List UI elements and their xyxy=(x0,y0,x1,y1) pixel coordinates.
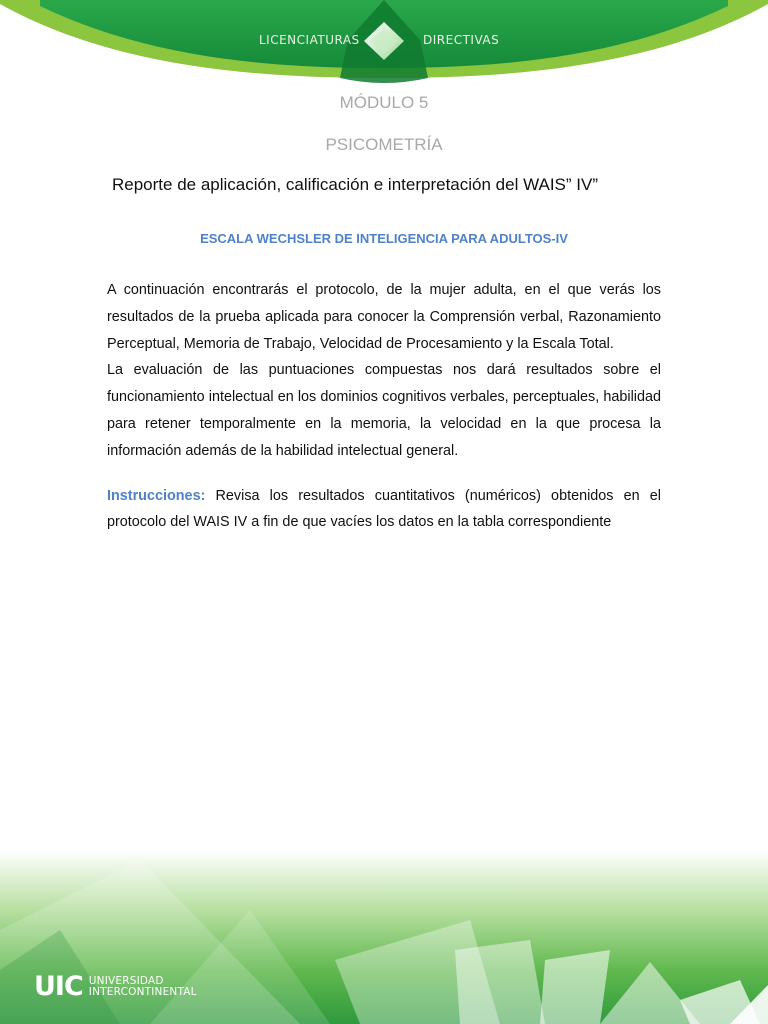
uic-logo-text xyxy=(89,976,197,998)
header-banner xyxy=(0,0,768,90)
instructions-text: Revisa los resultados cuantitativos (numéricos) obtenidos en el protocolo del WAIS IV a fin de que vacíes los datos en la tabla correspondiente xyxy=(107,487,661,531)
logo-line-1: UNIVERSIDAD xyxy=(88,974,164,987)
paragraph-evaluation: La evaluación de las puntuaciones compuestas nos dará resultados sobre el funcionamiento intelectual en los dominios cognitivos verbales, perceptuales, habilidad para retener temporalmente en la memoria, la velocidad en la que procesa la información además de la habilidad intelectual general. xyxy=(107,362,661,459)
subject-heading: PSICOMETRÍA xyxy=(325,135,443,154)
scale-heading: ESCALA WECHSLER DE INTELIGENCIA PARA ADULTOS-IV xyxy=(200,231,568,246)
header-right-label: DIRECTIVAS xyxy=(423,33,500,47)
header-left-label: LICENCIATURAS xyxy=(259,33,360,47)
report-title: Reporte de aplicación, calificación e interpretación del WAIS” IV” xyxy=(112,175,598,194)
instructions-paragraph xyxy=(107,483,661,537)
uic-logo-mark: UIC xyxy=(34,971,83,1002)
instructions-label: Instrucciones: xyxy=(107,487,206,504)
body-text xyxy=(107,277,661,536)
uic-logo xyxy=(34,973,197,1000)
paragraph-intro: A continuación encontrarás el protocolo, de la mujer adulta, en el que verás los resultados de la prueba aplicada para conocer la Comprensión verbal, Razonamiento Perceptual, Memoria de Trabajo, Velocidad de Procesamiento y la Escala Total. xyxy=(107,282,661,352)
module-heading: MÓDULO 5 xyxy=(339,93,429,112)
logo-line-2: INTERCONTINENTAL xyxy=(88,985,197,998)
